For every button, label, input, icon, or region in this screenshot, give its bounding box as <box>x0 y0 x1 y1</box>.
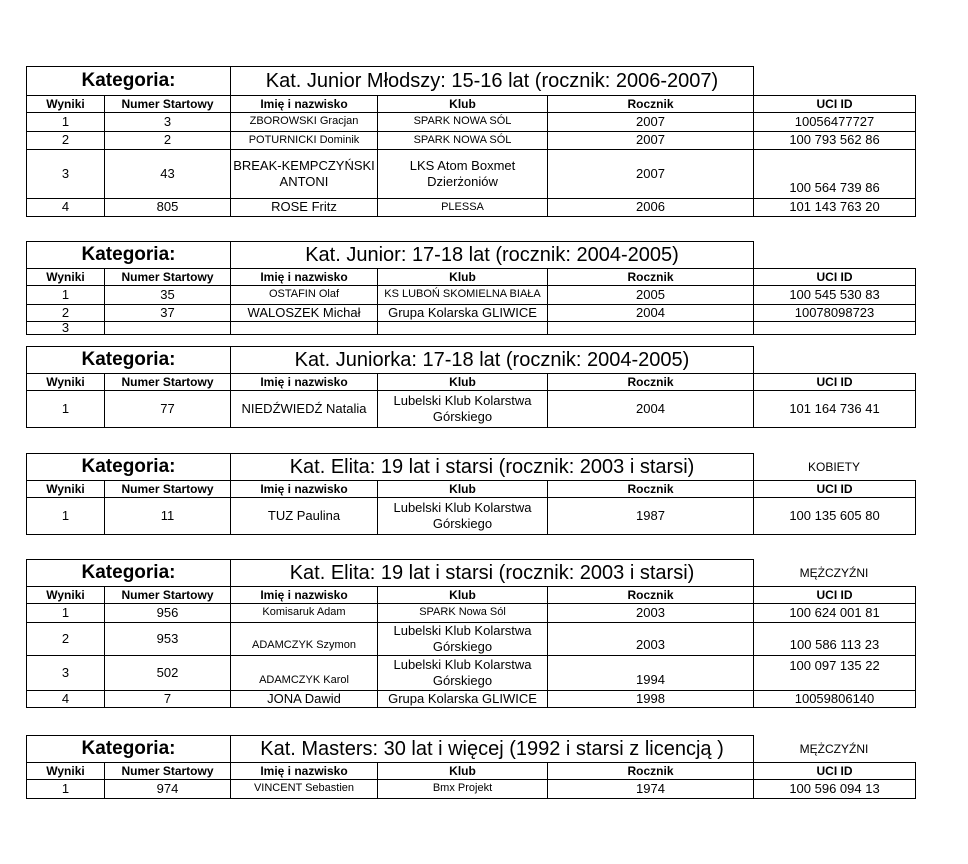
rider-name: Komisaruk Adam <box>230 603 378 623</box>
col-klub: Klub <box>377 480 548 498</box>
start-number: 77 <box>104 390 231 428</box>
club: PLESSA <box>377 198 548 217</box>
col-rocznik: Rocznik <box>547 762 754 780</box>
place: 2 <box>26 131 105 150</box>
column-header-row <box>26 268 915 286</box>
col-numer-startowy: Numer Startowy <box>104 480 231 498</box>
category-header-row <box>26 559 915 587</box>
col-wyniki: Wyniki <box>26 586 105 604</box>
birth-year: 2004 <box>547 304 754 322</box>
start-number <box>104 321 231 335</box>
place: 4 <box>26 690 105 708</box>
col-numer-startowy: Numer Startowy <box>104 373 231 391</box>
col-imie-nazwisko: Imię i nazwisko <box>230 586 378 604</box>
place: 3 <box>26 149 105 199</box>
col-rocznik: Rocznik <box>547 373 754 391</box>
start-number: 974 <box>104 779 231 799</box>
uci-id: 101 164 736 41 <box>753 390 916 428</box>
birth-year: 1987 <box>547 497 754 535</box>
rider-name: VINCENT Sebastien <box>230 779 378 799</box>
table-row <box>26 603 915 623</box>
uci-id: 100 596 094 13 <box>753 779 916 799</box>
place: 3 <box>26 655 105 691</box>
place: 1 <box>26 779 105 799</box>
place: 1 <box>26 603 105 623</box>
club: Lubelski Klub Kolarstwa Górskiego <box>377 497 548 535</box>
club: SPARK Nowa Sól <box>377 603 548 623</box>
club: KS LUBOŃ SKOMIELNA BIAŁA <box>377 285 548 305</box>
uci-id: 100 624 001 81 <box>753 603 916 623</box>
col-imie-nazwisko: Imię i nazwisko <box>230 480 378 498</box>
start-number: 956 <box>104 603 231 623</box>
rider-name: BREAK-KEMPCZYŃSKI ANTONI <box>230 149 378 199</box>
birth-year: 2004 <box>547 390 754 428</box>
col-wyniki: Wyniki <box>26 762 105 780</box>
column-header-row <box>26 586 915 604</box>
uci-id: 10078098723 <box>753 304 916 322</box>
birth-year: 1994 <box>547 655 754 691</box>
column-header-row <box>26 762 915 780</box>
col-uci-id: UCI ID <box>753 373 916 391</box>
club: LKS Atom Boxmet Dzierżoniów <box>377 149 548 199</box>
uci-id <box>753 321 916 335</box>
category-title: Kat. Juniorka: 17-18 lat (rocznik: 2004-2005) <box>230 346 754 374</box>
col-uci-id: UCI ID <box>753 95 916 113</box>
birth-year: 2007 <box>547 112 754 132</box>
category-label: Kategoria: <box>26 346 231 374</box>
col-uci-id: UCI ID <box>753 480 916 498</box>
uci-id: 10056477727 <box>753 112 916 132</box>
category-title: Kat. Junior: 17-18 lat (rocznik: 2004-2005) <box>230 241 754 269</box>
rider-name: WALOSZEK Michał <box>230 304 378 322</box>
table-row <box>26 622 915 656</box>
table-row <box>26 198 915 217</box>
col-klub: Klub <box>377 95 548 113</box>
club: SPARK NOWA SÓL <box>377 112 548 132</box>
category-header-row <box>26 453 915 481</box>
start-number: 43 <box>104 149 231 199</box>
club: Grupa Kolarska GLIWICE <box>377 690 548 708</box>
col-rocznik: Rocznik <box>547 268 754 286</box>
category-label: Kategoria: <box>26 66 231 96</box>
club: SPARK NOWA SÓL <box>377 131 548 150</box>
col-numer-startowy: Numer Startowy <box>104 95 231 113</box>
table-row <box>26 690 915 708</box>
table-row <box>26 285 915 305</box>
rider-name: OSTAFIN Olaf <box>230 285 378 305</box>
birth-year: 2007 <box>547 131 754 150</box>
table-row <box>26 321 915 335</box>
column-header-row <box>26 95 915 113</box>
place: 1 <box>26 285 105 305</box>
place: 1 <box>26 390 105 428</box>
birth-year: 2006 <box>547 198 754 217</box>
birth-year <box>547 321 754 335</box>
table-row <box>26 112 915 132</box>
rider-name: ZBOROWSKI Gracjan <box>230 112 378 132</box>
col-rocznik: Rocznik <box>547 480 754 498</box>
uci-id: 100 135 605 80 <box>753 497 916 535</box>
col-klub: Klub <box>377 762 548 780</box>
start-number: 35 <box>104 285 231 305</box>
col-imie-nazwisko: Imię i nazwisko <box>230 762 378 780</box>
rider-name: POTURNICKI Dominik <box>230 131 378 150</box>
rider-name: ROSE Fritz <box>230 198 378 217</box>
start-number: 11 <box>104 497 231 535</box>
category-title: Kat. Elita: 19 lat i starsi (rocznik: 2003 i starsi) <box>230 453 754 481</box>
place: 4 <box>26 198 105 217</box>
category-header-row <box>26 735 915 763</box>
uci-id: 100 586 113 23 <box>753 622 916 656</box>
category-title: Kat. Junior Młodszy: 15-16 lat (rocznik: 2006-2007) <box>230 66 754 96</box>
birth-year: 2003 <box>547 622 754 656</box>
col-imie-nazwisko: Imię i nazwisko <box>230 268 378 286</box>
place: 1 <box>26 112 105 132</box>
table-row <box>26 149 915 199</box>
uci-id: 101 143 763 20 <box>753 198 916 217</box>
club: Grupa Kolarska GLIWICE <box>377 304 548 322</box>
club: Lubelski Klub Kolarstwa Górskiego <box>377 390 548 428</box>
category-title: Kat. Elita: 19 lat i starsi (rocznik: 2003 i starsi) <box>230 559 754 587</box>
col-rocznik: Rocznik <box>547 586 754 604</box>
uci-id: 100 564 739 86 <box>753 149 916 199</box>
rider-name: TUZ Paulina <box>230 497 378 535</box>
birth-year: 1998 <box>547 690 754 708</box>
col-imie-nazwisko: Imię i nazwisko <box>230 95 378 113</box>
col-numer-startowy: Numer Startowy <box>104 586 231 604</box>
col-klub: Klub <box>377 373 548 391</box>
col-uci-id: UCI ID <box>753 268 916 286</box>
rider-name: JONA Dawid <box>230 690 378 708</box>
col-wyniki: Wyniki <box>26 95 105 113</box>
table-row <box>26 497 915 535</box>
club <box>377 321 548 335</box>
column-header-row <box>26 373 915 391</box>
place: 2 <box>26 304 105 322</box>
gender-note: KOBIETY <box>807 459 860 474</box>
col-uci-id: UCI ID <box>753 586 916 604</box>
col-wyniki: Wyniki <box>26 268 105 286</box>
uci-id: 100 545 530 83 <box>753 285 916 305</box>
uci-id: 100 793 562 86 <box>753 131 916 150</box>
col-numer-startowy: Numer Startowy <box>104 762 231 780</box>
rider-name: ADAMCZYK Szymon <box>230 622 378 656</box>
start-number: 953 <box>104 622 231 656</box>
category-title: Kat. Masters: 30 lat i więcej (1992 i starsi z licencją ) <box>230 735 754 763</box>
category-label: Kategoria: <box>26 453 231 481</box>
col-wyniki: Wyniki <box>26 480 105 498</box>
col-wyniki: Wyniki <box>26 373 105 391</box>
table-row <box>26 131 915 150</box>
club: Lubelski Klub Kolarstwa Górskiego <box>377 655 548 691</box>
category-header-row <box>26 241 915 269</box>
col-numer-startowy: Numer Startowy <box>104 268 231 286</box>
rider-name: ADAMCZYK Karol <box>230 655 378 691</box>
table-row <box>26 304 915 322</box>
start-number: 805 <box>104 198 231 217</box>
col-klub: Klub <box>377 268 548 286</box>
place: 2 <box>26 622 105 656</box>
gender-note: MĘŻCZYŹNI <box>799 565 869 580</box>
place: 1 <box>26 497 105 535</box>
category-header-row <box>26 66 915 96</box>
birth-year: 2007 <box>547 149 754 199</box>
club: Bmx Projekt <box>377 779 548 799</box>
gender-note: MĘŻCZYŹNI <box>799 741 869 756</box>
uci-id: 10059806140 <box>753 690 916 708</box>
start-number: 3 <box>104 112 231 132</box>
col-uci-id: UCI ID <box>753 762 916 780</box>
birth-year: 1974 <box>547 779 754 799</box>
rider-name: NIEDŹWIEDŹ Natalia <box>230 390 378 428</box>
place: 3 <box>26 321 105 335</box>
col-imie-nazwisko: Imię i nazwisko <box>230 373 378 391</box>
start-number: 37 <box>104 304 231 322</box>
table-row <box>26 779 915 799</box>
uci-id: 100 097 135 22 <box>753 655 916 691</box>
category-label: Kategoria: <box>26 559 231 587</box>
category-header-row <box>26 346 915 374</box>
birth-year: 2005 <box>547 285 754 305</box>
category-label: Kategoria: <box>26 241 231 269</box>
table-row <box>26 390 915 428</box>
col-klub: Klub <box>377 586 548 604</box>
start-number: 502 <box>104 655 231 691</box>
birth-year: 2003 <box>547 603 754 623</box>
start-number: 7 <box>104 690 231 708</box>
column-header-row <box>26 480 915 498</box>
rider-name <box>230 321 378 335</box>
col-rocznik: Rocznik <box>547 95 754 113</box>
club: Lubelski Klub Kolarstwa Górskiego <box>377 622 548 656</box>
category-label: Kategoria: <box>26 735 231 763</box>
start-number: 2 <box>104 131 231 150</box>
table-row <box>26 655 915 691</box>
